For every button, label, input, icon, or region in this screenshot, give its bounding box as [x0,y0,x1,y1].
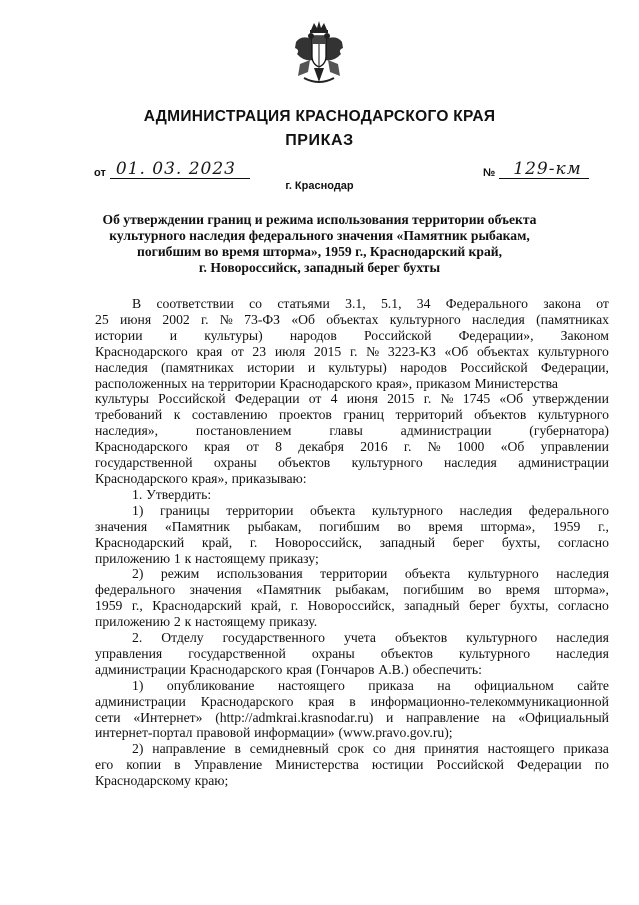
body-word: июня [346,391,378,407]
body-word: «Об [444,343,469,359]
body-word: Новороссийск, [307,598,395,614]
body-word: федерального [95,582,176,598]
body-word: культурного [371,502,443,518]
body-word: (памятниках [160,359,234,375]
body-word: наследия [459,502,513,518]
body-word: 8 [275,439,282,455]
body-word: от [308,391,322,407]
body-word: Утвердить: [146,486,212,502]
body-word: Российской [436,757,504,773]
body-word: к [184,550,192,566]
body-word: № [440,391,454,407]
body-word: информационно-телекоммуникационной [370,693,609,709]
body-word: «Об [500,439,525,455]
body-line [95,598,609,614]
body-word: г. [403,439,412,455]
body-word: время [428,518,463,534]
body-word: утверждении [532,391,609,407]
body-word: культурного [459,645,531,661]
body-word: администрации [400,423,492,439]
body-word: опубликование [166,677,255,693]
body-word: культуры) [204,327,263,343]
body-word: Новороссийск, [275,534,362,550]
body-word: управлении [540,439,609,455]
body-word: администрации [518,455,609,471]
body-word: 73-ФЗ [244,311,281,327]
body-line [95,312,609,328]
body-word: территории [208,375,276,391]
body-word: бухты, [510,598,549,614]
body-word: 2) [132,566,144,582]
body-word: А.В.) [378,661,409,677]
body-word: декабря [298,439,344,455]
body-line [95,757,609,773]
body-word: объектов [278,455,331,471]
body-line [95,328,609,344]
body-word: администрации [95,693,186,709]
body-word: приказу; [269,550,319,566]
body-word: культурного [466,630,538,646]
body-word: (http://admkrai.krasnodar.ru) [215,709,374,725]
body-word: (памятниках [536,311,609,327]
handwritten-date: 01. 03. 2023 [110,161,250,179]
body-word: (www.pravo.gov.ru); [338,725,453,741]
body-word: охраны [213,455,257,471]
city: г. Краснодар [285,180,354,192]
body-word: культурного [467,566,539,582]
body-word: настоящему [195,614,266,630]
body-word: истории [95,327,143,343]
body-word: г., [131,598,143,614]
body-word: на [191,375,205,391]
body-word: расположенных [95,375,188,391]
body-word: «Об [291,311,316,327]
coat-of-arms-emblem [292,20,346,86]
body-word: по [594,757,609,773]
body-word: бухты, [501,534,541,550]
body-word: рыбакам, [247,518,302,534]
body-word: приказом [416,375,471,391]
body-word: июня [119,311,152,327]
body-word: информации» [254,725,335,741]
body-word: объектов [394,630,448,646]
body-word: 1) [132,677,144,693]
body-word: охраны [311,645,355,661]
document-body [95,296,609,789]
body-word: 5.1, [380,296,402,311]
body-word: интернет-портал [95,725,193,741]
body-word: края», [376,375,413,391]
body-word: г. [290,598,299,614]
body-word: наследия [556,630,609,646]
body-word: 2016 [360,439,388,455]
body-word: государственной [188,645,286,661]
body-word: № [219,311,233,327]
body-word: в [234,741,241,757]
body-word: Краснодарского [95,470,188,486]
body-line [95,630,609,646]
body-word: 23 [252,343,267,359]
body-word: 2015 [313,343,342,359]
body-word: «Интернет» [133,709,203,725]
body-word: приложению [95,550,171,566]
body-word: от [246,439,259,455]
body-word: края [196,343,223,359]
body-word: объекта [404,566,451,582]
body-word: объектов [474,407,527,423]
body-word: закона [543,296,581,311]
body-word: требований [95,407,163,423]
body-word: во [397,518,411,534]
body-word: его [95,757,114,773]
body-word: объектах [476,343,530,359]
body-word: срок [337,741,365,757]
body-word: наследия [556,566,609,582]
body-word: юстиции [371,757,424,773]
body-word: составлению [191,407,268,423]
body-word: приложению [95,614,171,630]
body-word: объектах [326,311,379,327]
body-word: шторма», [480,518,536,534]
body-word: копии [126,757,162,773]
body-word: Краснодарского [200,693,294,709]
body-line [95,551,609,567]
body-word: на [437,677,451,693]
body-word: федерального [528,502,609,518]
body-line [95,407,609,423]
body-word: истории [247,359,295,375]
body-word: приказу. [269,614,318,630]
body-word: Министерства [474,375,559,391]
body-word: Управление [193,757,263,773]
body-word: дня [394,741,416,757]
body-line [95,296,609,312]
body-word: «Памятник [255,582,321,598]
body-line [95,455,609,471]
body-line [95,503,609,519]
body-word: край, [201,534,233,550]
body-word: края [286,661,313,677]
body-line [95,360,609,376]
body-word: приказа [563,741,609,757]
body-line [95,614,609,630]
body-word: в [174,757,181,773]
body-word: Краснодарского [95,343,188,359]
body-word: культуры [95,391,149,407]
body-word: согласно [557,534,609,550]
body-word: № [366,343,380,359]
body-word: со [249,296,263,311]
body-word: 2002 [162,311,190,327]
body-word: 2. [132,630,143,646]
body-word: наследия [95,359,148,375]
title-line: погибшим во время шторма», 1959 г., Краснодарский край, [137,244,502,259]
body-line [95,773,609,789]
body-word: значения [189,582,242,598]
body-word: значения [95,518,148,534]
title-line: г. Новороссийск, западный берег бухты [198,260,441,275]
body-word: 2 [173,614,181,630]
body-word: наследия [556,645,609,661]
body-word: и [307,359,316,375]
body-word: края», [191,470,228,486]
body-line [95,566,609,582]
body-word: администрации [95,661,186,677]
body-line [95,423,609,439]
body-word: правовой [196,725,251,741]
body-word: время [505,582,540,598]
body-word: настоящему [195,550,266,566]
body-word: 1. [132,486,143,502]
date-prefix: от [94,167,106,179]
body-word: наследия [444,455,497,471]
body-word: 25 [95,311,109,327]
body-word: народов [400,359,447,375]
body-word: сети [95,709,121,725]
body-word: границ [343,407,384,423]
body-word: наследия», [95,423,159,439]
body-line [95,582,609,598]
body-line [95,344,609,360]
body-word: главы [329,423,363,439]
number-prefix: № [483,167,496,179]
document-title [96,212,543,276]
body-word: г. [349,343,358,359]
body-word: культурного [351,455,423,471]
body-word: объекта [309,502,356,518]
title-line: культурного наследия федерального значения «Памятник рыбакам, [109,228,530,243]
handwritten-number: 129-км [499,161,589,179]
body-word: настоящего [277,677,345,693]
body-word: территорий [395,407,463,423]
body-word: «Памятник [164,518,230,534]
body-word: рыбакам, [335,582,389,598]
body-word: Краснодарский [152,598,242,614]
body-line [95,519,609,535]
body-word: проектов [279,407,332,423]
body-word: края [204,439,230,455]
body-line [95,535,609,551]
body-word: объектов [380,645,433,661]
body-word: берег [469,598,501,614]
body-word: № [427,439,441,455]
body-word: западный [404,598,460,614]
body-word: Российской [460,359,528,375]
body-word: от [596,296,609,311]
document-type: ПРИКАЗ [285,132,354,149]
body-word: 2015 [387,391,415,407]
body-word: край, [250,598,282,614]
body-word: учета [343,630,376,646]
body-word: сайте [577,677,609,693]
body-word: Краснодарского [189,661,283,677]
body-word: принятия [424,741,479,757]
body-word: погибшим [403,582,464,598]
organization-name: АДМИНИСТРАЦИЯ КРАСНОДАРСКОГО КРАЯ [143,108,496,125]
body-word: культурного [389,311,461,327]
body-word: соответствии [156,296,234,311]
body-word: 1) [132,502,144,518]
body-word: народов [289,327,337,343]
body-word: г. [201,311,209,327]
body-word: 3.1, [345,296,366,311]
body-line [95,678,609,694]
body-word: краю; [194,773,229,789]
body-word: Федерального [445,296,528,311]
body-word: В [132,296,142,311]
title-line: Об утверждении границ и режима использования территории объекта [102,212,537,227]
body-line [95,376,609,392]
body-line [95,439,609,455]
body-word: на [492,709,506,725]
body-word: семидневный [249,741,329,757]
body-word: в [349,693,356,709]
body-word: во [478,582,492,598]
body-word: 1959 [552,518,581,534]
body-word: берег [452,534,485,550]
body-line [95,646,609,662]
body-line [95,694,609,710]
body-word: согласно [557,598,609,614]
document-date [94,161,250,179]
body-word: (губернатора) [529,423,609,439]
body-word: государственной [95,455,193,471]
body-word: 1745 [462,391,491,407]
body-word: Отделу [161,630,204,646]
body-word: обеспечить: [412,661,482,677]
body-word: культурного [537,343,609,359]
body-word: «Официальный [518,709,609,725]
body-word: 3223-КЗ [387,343,436,359]
body-word: шторма», [554,582,609,598]
body-word: г. [249,534,258,550]
body-word: 1 [173,550,181,566]
body-word: Федерации, [540,359,609,375]
body-word: Российской [158,391,226,407]
body-word: Федерации [517,757,582,773]
body-word: и [386,709,394,725]
body-word: границы [159,502,210,518]
body-word: использования [216,566,303,582]
document-number [483,161,589,179]
body-line [95,487,609,503]
body-word: территории [320,566,388,582]
body-line [95,391,609,407]
body-word: Федерации [234,391,300,407]
body-word: культурного [537,407,609,423]
body-word: направление [406,709,480,725]
body-word: Краснодарского [279,375,373,391]
body-word: Краснодарского [95,439,188,455]
body-word: режим [160,566,200,582]
body-word: территории [226,502,294,518]
body-word: края [308,693,335,709]
body-word: погибшим [319,518,380,534]
body-word: от [231,343,244,359]
body-word: приказа [368,677,414,693]
body-word: западный [379,534,436,550]
body-word: наследия [472,311,525,327]
body-line [95,471,609,487]
body-word: статьями [277,296,330,311]
body-word: 4 [330,391,338,407]
body-word: Российской [363,327,432,343]
body-word: со [372,741,386,757]
body-word: государственного [222,630,325,646]
body-word: 1000 [457,439,485,455]
body-word: Краснодарскому [95,773,191,789]
body-word: Законом [560,327,609,343]
body-word: управления [95,645,163,661]
body-word: г., [598,518,609,534]
body-word: Федерации», [458,327,534,343]
body-word: «Об [499,391,524,407]
body-word: настоящего [487,741,555,757]
body-line [95,662,609,678]
body-word: к [173,407,181,423]
body-word: направление [152,741,226,757]
body-word: 2) [132,741,144,757]
body-word: официальном [474,677,554,693]
body-word: и [169,327,178,343]
body-word: к [184,614,192,630]
body-line [95,725,609,741]
body-word: 34 [416,296,431,311]
body-word: Краснодарский [95,534,185,550]
body-word: приказываю: [231,470,307,486]
body-word: Министерства [275,757,359,773]
body-word: культуры) [328,359,387,375]
body-word: г. [423,391,432,407]
body-line [95,710,609,726]
body-line [95,741,609,757]
body-word: июля [274,343,306,359]
body-word: 1959 [95,598,123,614]
body-word: (Гончаров [315,661,375,677]
body-word: постановлением [195,423,292,439]
